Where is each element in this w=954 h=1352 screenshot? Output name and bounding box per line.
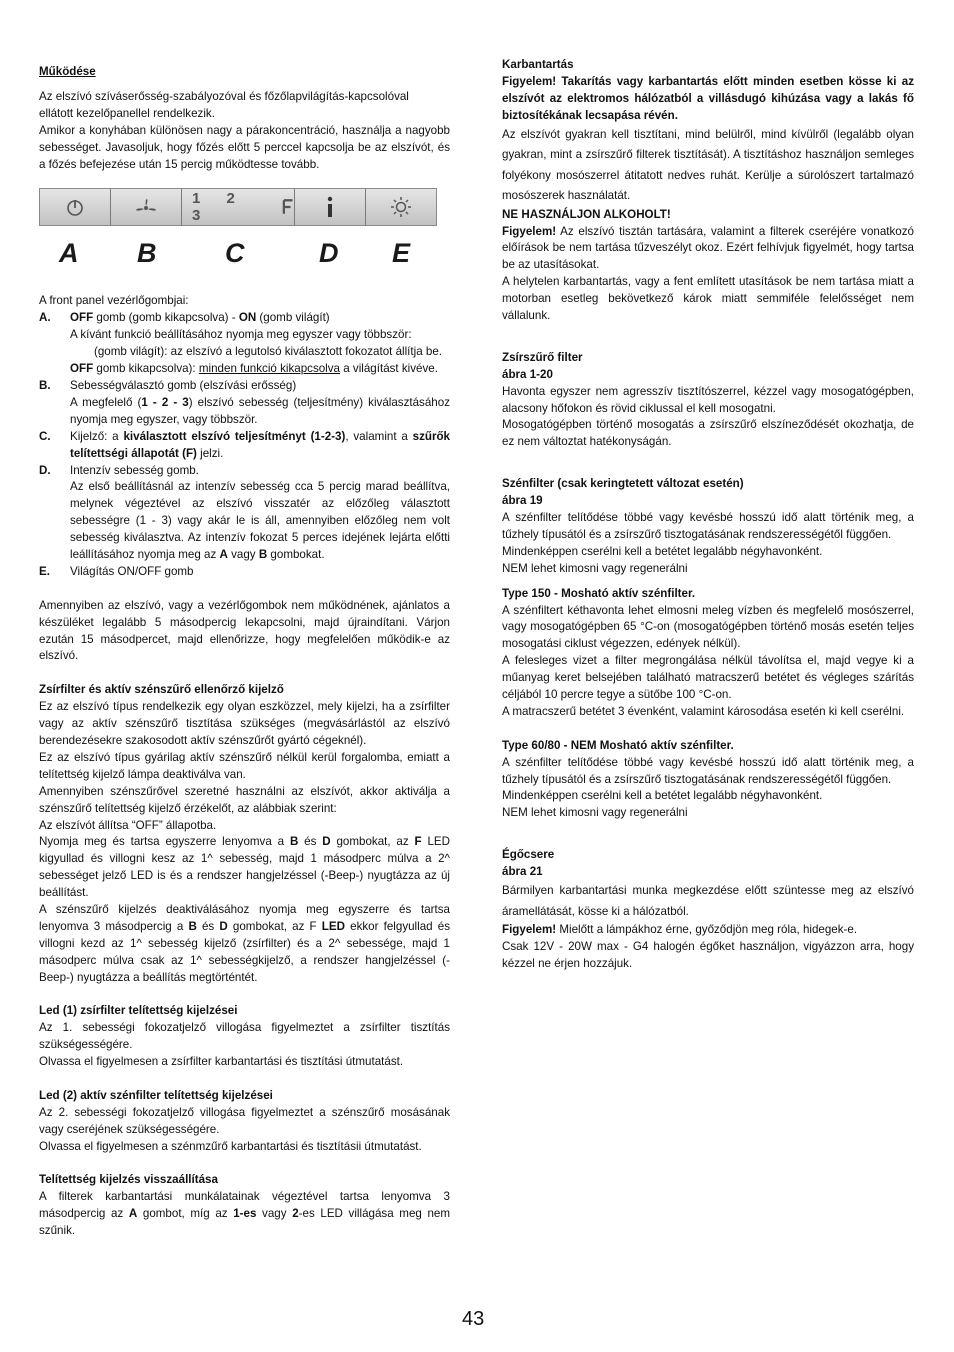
page-number: 43 [462, 1308, 485, 1330]
panel-letter-a: A [59, 238, 79, 268]
warning-alcohol: NE HASZNÁLJON ALKOHOLT! [502, 207, 671, 221]
paragraph: Nyomja meg és tartsa egyszerre lenyomva a B és D gombokat, az F LED kigyullad és villogni kesz az 1^ sebesség, majd 1 másodperc múlva a 2^ sebességet jelző LED is és a rendszer hangjelzéssel (-Beep-) nyugtázza az új beállítást. [39, 835, 451, 900]
paragraph: Olvassa el figyelmesen a szénmzűrő karbantartási és tisztításii útmutatást. [39, 1139, 422, 1153]
list-item-a: A. OFF gomb (gomb kikapcsolva) - ON (gomb világít) [39, 310, 450, 327]
paragraph: A filterek karbantartási munkálatainak végeztével tartsa lenyomva 3 másodpercig az A gombot, míg az 1-es vagy 2-es LED villágása meg nem szűnik. [39, 1190, 451, 1238]
paragraph: A helytelen karbantartás, vagy a fent említett utasítások be nem tartása miatt a motorban esetleg bekövetkező károk miatt semmiféle felelősséget nem vállalunk. [502, 275, 914, 323]
section-title-zsirfilter: Zsírfilter és aktív szénszűrő ellenőrző kijelző [39, 683, 284, 697]
paragraph: A kívánt funkció beállításához nyomja meg egyszer vagy többször: [70, 328, 412, 342]
right-column [502, 57, 914, 973]
paragraph: A felesleges vizet a filter megrongálása nélkül távolítsa el, majd vegye ki a műanyag keret belsejében található matracszerű betétet és végleges szárítás céljából 10 percre tegye a sütőbe 100 °C-on. [502, 654, 914, 702]
control-panel-illustration [39, 188, 437, 226]
light-button [366, 189, 436, 225]
paragraph: A megfelelő (1 - 2 - 3) elszívó sebesség (teljesítmény) kiválasztásához nyomja meg egyszer, vagy többször. [70, 395, 450, 426]
power-icon [65, 197, 85, 217]
power-button [40, 189, 111, 225]
panel-intro: A front panel vezérlőgombjai: [39, 294, 189, 308]
paragraph: A szénfilter telítődése többé vagy kevésbé hosszú idő alatt történik meg, a tűzhely típusától és a zsírszűrő tisztogatásának rendszerességétől függően. [502, 511, 914, 541]
paragraph: Ez az elszívó típus rendelkezik egy olyan eszközzel, mely kijelzi, ha a zsírfilter vagy az aktív szénszűrő tisztítása szükséges (megvásárlástól az elszívó berendezésekre szakosodott aktív szénszűrőt gyártó cégeknél). [39, 700, 450, 747]
paragraph: Az 1. sebességi fokozatjelző villogása figyelmeztet a zsírfilter tisztítás szükségességére. [39, 1021, 450, 1052]
paragraph: Olvassa el figyelmesen a zsírfilter karbantartási és tisztítási útmutatást. [39, 1055, 404, 1069]
paragraph: Csak 12V - 20W max - G4 halogén égőket használjon, vigyázzon arra, hogy kézzel ne érjen hozzájuk. [502, 939, 914, 970]
info-button [295, 189, 366, 225]
panel-letter-c: C [225, 238, 245, 268]
paragraph: Mindenképpen cserélni kell a betétet legalább négyhavonként. [502, 544, 823, 558]
paragraph: A szénszűrő kijelzés deaktiválásához nyomja meg egyszerre és tartsa lenyomva 3 másodpercig a B és D gombokat, az F LED ekkor felgyullad és villogni kezd az 1^ sebesség kijelző (zsírfilter) és a 2^ sebessége, majd 1 másodperc múlva csak az 1^ sebességkijelző, a rendszer hangjelzéssel (-Beep-) nyugtázza a beállítás megtörténtét. [39, 903, 450, 984]
section-title-karbantartas: Karbantartás [502, 58, 574, 71]
list-item-b: B. Sebességválasztó gomb (elszívási erősség) [39, 378, 297, 392]
section-title-zsirszuro: Zsírszűrő filter [502, 350, 583, 364]
paragraph: Mindenképpen cserélni kell a betétet legalább négyhavonként. [502, 789, 823, 803]
paragraph: Bármilyen karbantartási munka megkezdése előtt szüntesse meg az elszívó áramellátását, kösse ki a hálózatból. [502, 884, 914, 918]
item-label: A. [39, 311, 51, 325]
paragraph: A szénfiltert kéthavonta lehet elmosni meleg vízben és megfelelő mosószerrel, vagy mosogatógépben 65 °C-on (mosogatógépben történő mosás esetén teljes mosogatási ciklust végezzen, edények nélkül). [502, 603, 914, 651]
fan-icon [134, 197, 158, 217]
panel-letter-labels [39, 238, 439, 268]
section-title-egocsere: Égőcsere [502, 848, 555, 862]
section-title-type150: Type 150 - Mosható aktív szénfilter. [502, 586, 696, 600]
panel-letter-d: D [319, 238, 339, 268]
section-title-mukodese: Működése [39, 65, 96, 78]
figure-ref: ábra 19 [502, 494, 543, 508]
paragraph: A matracszerű betétet 3 évenként, valamint károsodása esetén ki kell cserélni. [502, 704, 905, 718]
list-item-c: C. Kijelző: a kiválasztott elszívó teljesítményt (1-2-3), valamint a szűrők telítettségi állapotát (F) jelzi. [39, 429, 451, 460]
paragraph: Amikor a konyhában különösen nagy a párakoncentráció, használja a nagyobb sebességet. Javasoljuk, hogy főzés előtt 5 perccel kapcsolja be az elszívót, és a főzés befejezése után 15 percig működtesse tovább. [39, 123, 450, 171]
list-item-d: D. Intenzív sebesség gomb. [39, 463, 199, 477]
paragraph: ellátott kezelőpanellel rendelkezik. [39, 106, 215, 120]
fan-button [111, 189, 182, 225]
speed-digits: 1 2 3 [192, 190, 246, 224]
section-title-szenfilter: Szénfilter (csak keringtetett változat esetén) [502, 477, 744, 491]
figure-ref: ábra 21 [502, 865, 543, 879]
paragraph: Mosogatógépben történő mosogatás a zsírszűrő elszíneződését okozhatja, de ez nem változtat hatékonyságán. [502, 418, 914, 449]
paragraph: Havonta egyszer nem agresszív tisztítószerrel, kézzel vagy mosogatógépben, alacsony hőfokon és rövid ciklussal el kell mosogatni. [502, 384, 914, 415]
warning-text: Figyelem! Takarítás vagy karbantartás előtt minden esetben kösse ki az elszívót az elektromos hálózatból a villásdugó kihúzása vagy a lakás fő biztosítékának lecsapása révén. [502, 74, 914, 122]
paragraph: NEM lehet kimosni vagy regenerálni [502, 806, 688, 820]
paragraph: Figyelem! Mielőtt a lámpákhoz érne, győződjön meg róla, hidegek-e. [502, 923, 858, 936]
paragraph: Amennyiben szénszűrővel szeretné használni az elszívót, akkor aktiválja a szénszűrő telítettség kijelző érzékelőt, az alábbiak szerint: [39, 784, 450, 815]
figure-ref: ábra 1-20 [502, 367, 553, 381]
paragraph: Figyelem! Az elszívó tisztán tartására, valamint a filterek cseréjére vonatkozó előírások be nem tartása tűzveszélyt okoz. Ezért felhívjuk figyelmét, hogy tartsa be az utasításokat. [502, 224, 914, 272]
info-icon [325, 196, 335, 218]
paragraph: (gomb világít): az elszívó a legutolsó kiválasztott fokozatot állítja be. [94, 345, 442, 359]
paragraph: Ez az elszívó típus gyárilag aktív szénszűrő nélkül kerül forgalomba, emiatt a telítettség kijelző lámpa deaktiválva van. [39, 750, 450, 781]
filter-f-icon [281, 198, 294, 216]
speed-display [182, 189, 295, 225]
paragraph: Az elszívót gyakran kell tisztítani, mind belülről, mind kívülről (legalább olyan gyakran, mint a zsírszűrő filterek tisztítását). A tisztításhoz használjon semleges folyékony mosószerrel átitatott nedves ruhát. Kerülje a súrolószert tartalmazó mosószerek használatát. [502, 127, 914, 203]
section-title-led2: Led (2) aktív szénfilter telítettség kijelzései [39, 1088, 273, 1102]
paragraph: Az első beállításnál az intenzív sebesség cca 5 percig marad beállítva, melynek végeztével az elszívó visszatér az előzőleg választott sebességre (1 - 3) vagy akár le is áll, amennyiben előzőleg nem volt sebesség kiválasztva. Az intenzív fokozat 5 perces idejének lejárta előtti leállításához nyomja meg az A vagy B gombokat. [70, 480, 450, 562]
paragraph: OFF gomb kikapcsolva): minden funkció kikapcsolva a világítást kivéve. [70, 362, 438, 376]
panel-letter-e: E [392, 238, 411, 268]
paragraph: Az 2. sebességi fokozatjelző villogása figyelmeztet a szénszűrő mosásának vagy cseréjének szükségességére. [39, 1105, 450, 1136]
paragraph: Az elszívót állítsa “OFF” állapotba. [39, 818, 217, 832]
paragraph: NEM lehet kimosni vagy regenerálni [502, 561, 688, 575]
paragraph: Az elszívó szíváserősség-szabályozóval és főzőlapvilágítás-kapcsolóval [39, 89, 409, 103]
light-icon [390, 196, 412, 218]
section-title-reset: Telítettség kijelzés visszaállítása [39, 1173, 218, 1187]
paragraph: Amennyiben az elszívó, vagy a vezérlőgombok nem működnének, ajánlatos a készüléket legalább 5 másodpercig lekapcsolni, majd újraindítani. Várjon ezután 15 másodpercet, majd ellenőrizze, hogy megfelelően működik-e az elszívó. [39, 598, 450, 663]
panel-letter-b: B [137, 238, 157, 268]
section-title-led1: Led (1) zsírfilter telítettség kijelzései [39, 1004, 238, 1018]
section-title-type6080: Type 60/80 - NEM Mosható aktív szénfilter. [502, 738, 734, 752]
list-item-e: E. Világítás ON/OFF gomb [39, 564, 194, 578]
paragraph: A szénfilter telítődése többé vagy kevésbé hosszú idő alatt történik meg, a tűzhely típusától és a zsírszűrő tisztogatásának rendszerességétől függően. [502, 755, 914, 786]
